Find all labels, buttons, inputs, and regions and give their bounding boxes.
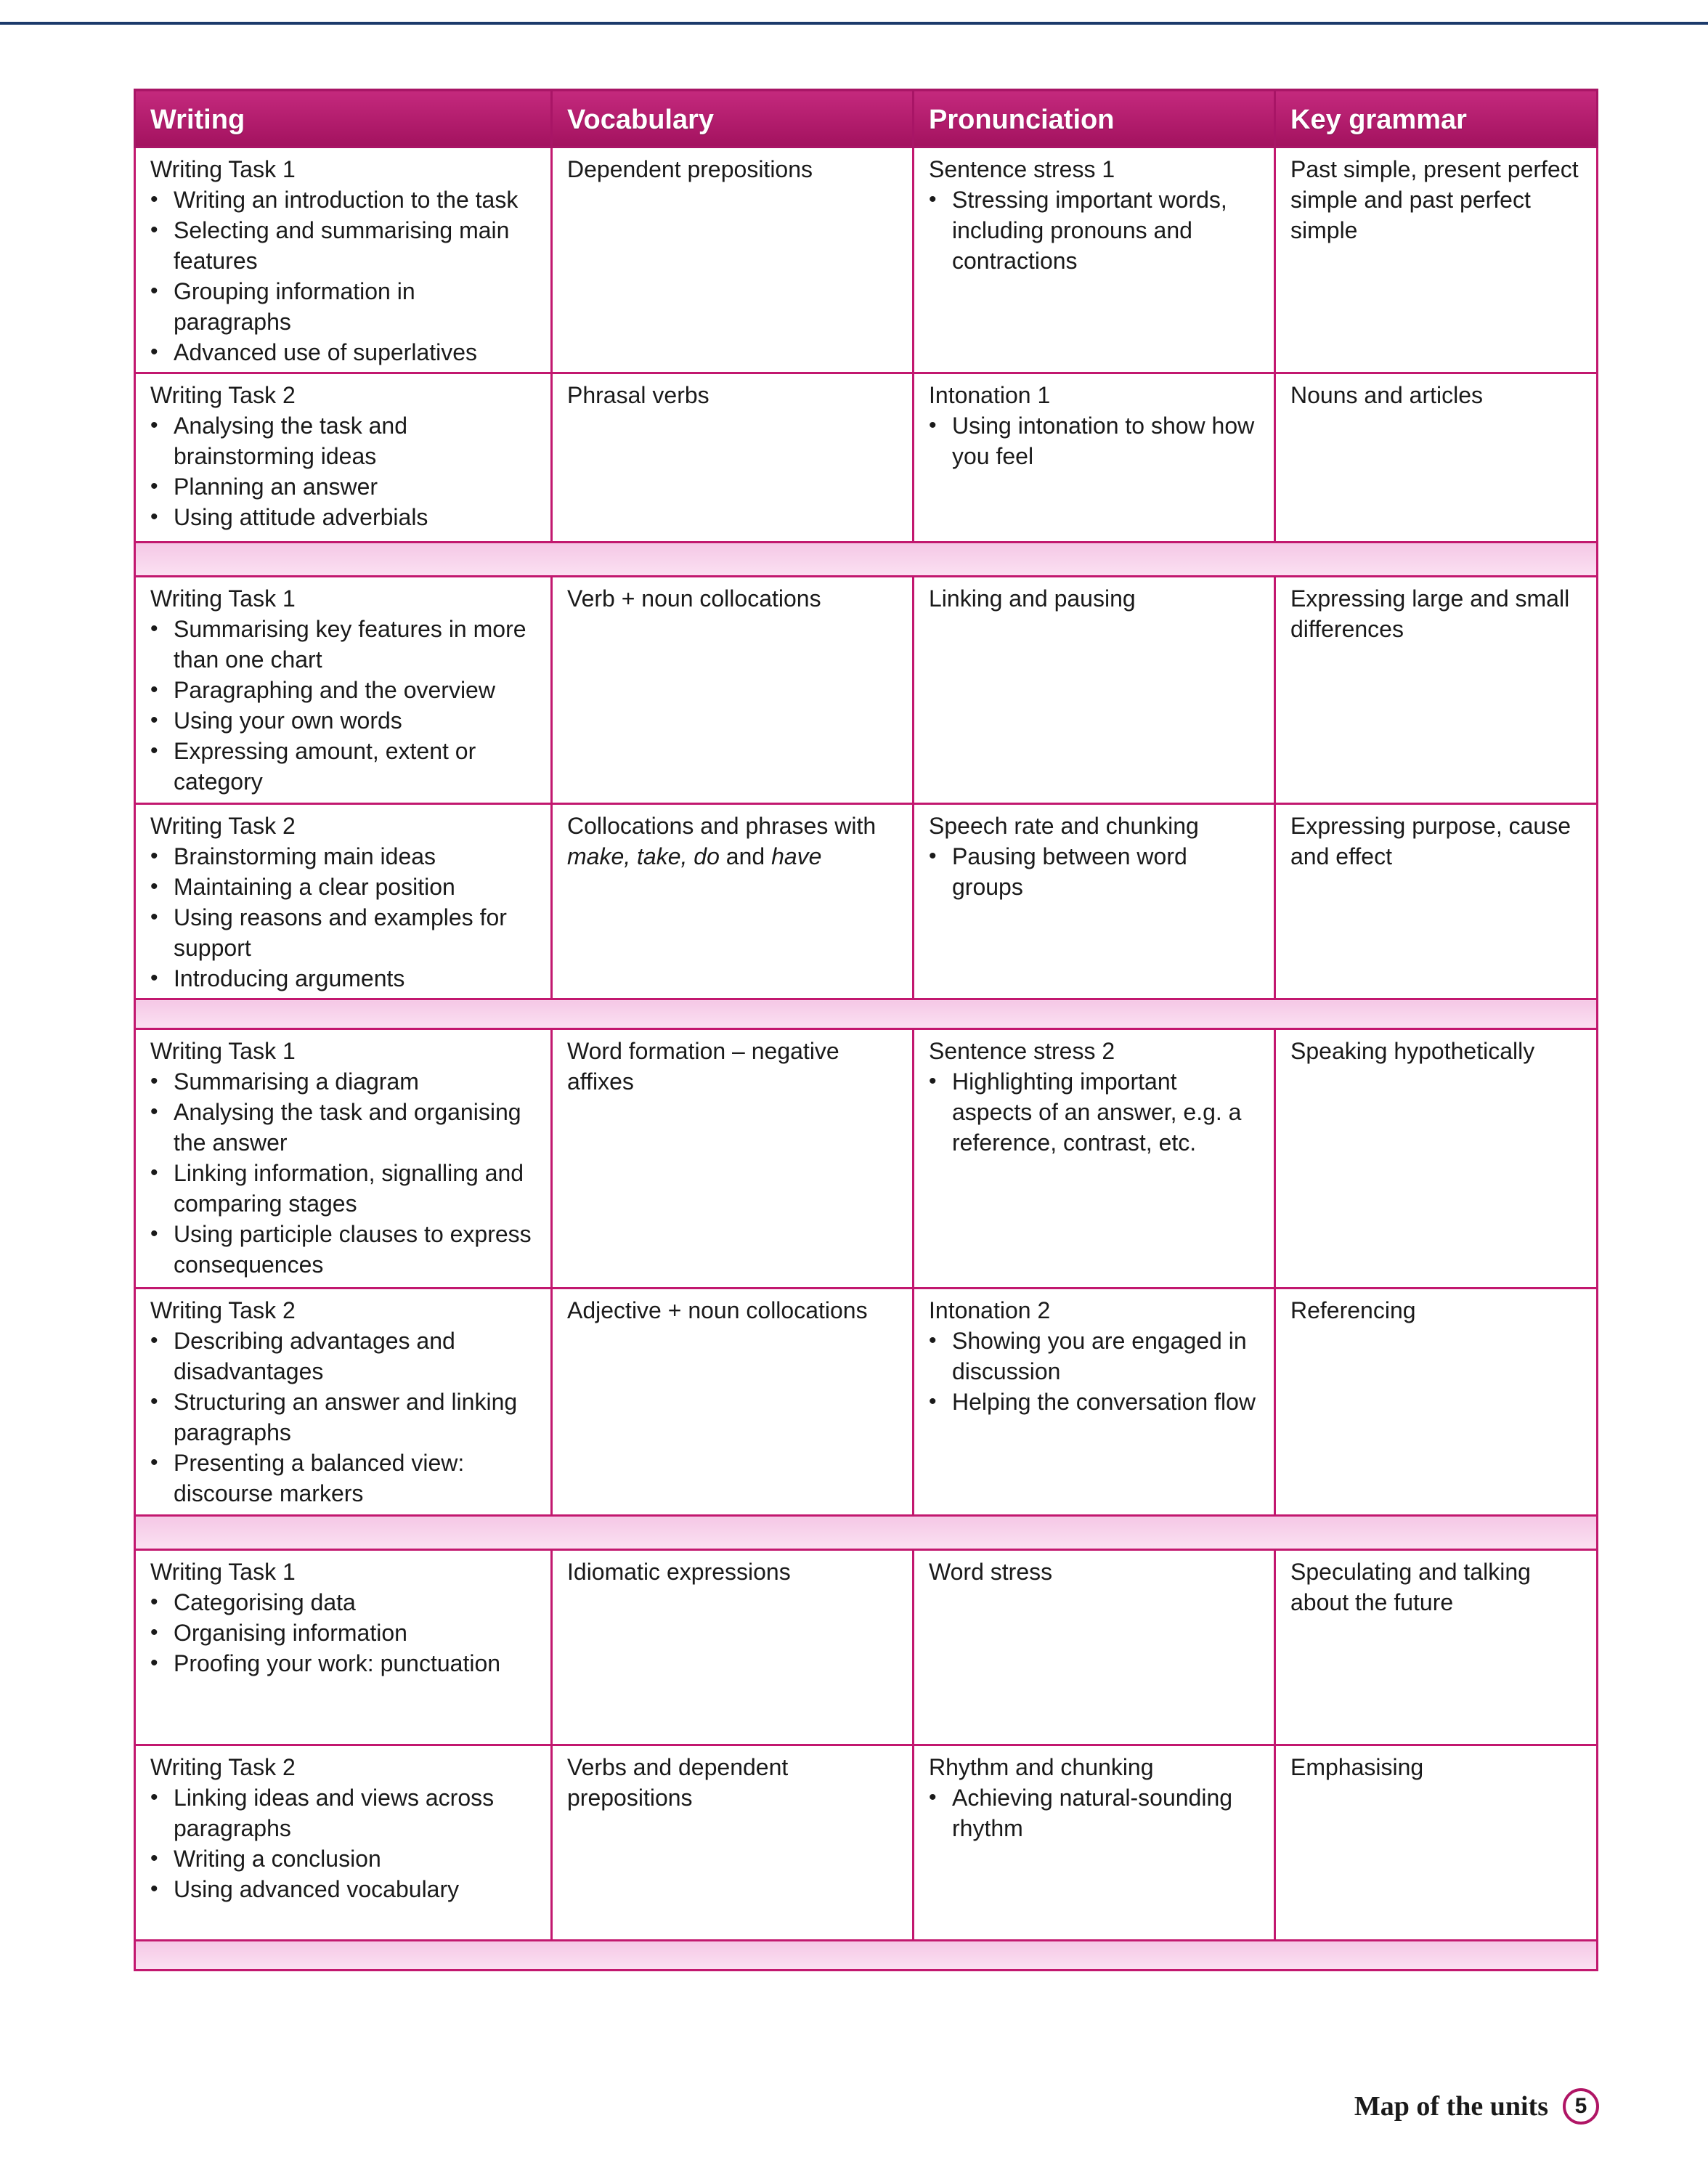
list-item: • Planning an answer [150, 471, 537, 502]
grammar-cell [1275, 373, 1598, 543]
header-writing: Writing [135, 90, 552, 147]
unit-divider [135, 1516, 1598, 1550]
writing-task-title: Writing Task 1 [150, 1038, 296, 1064]
table-row [135, 577, 1598, 804]
pronunciation-title: Rhythm and chunking [929, 1754, 1154, 1780]
pronunciation-cell [914, 1550, 1275, 1745]
list-item: • Summarising a diagram [150, 1066, 537, 1097]
list-item: • Summarising key features in more than one chart [150, 614, 537, 675]
list-item: • Selecting and summarising main features [150, 215, 537, 276]
grammar-text: Speaking hypothetically [1290, 1038, 1535, 1064]
list-item: • Expressing amount, extent or category [150, 736, 537, 797]
list-item: • Analysing the task and organising the answer [150, 1097, 537, 1158]
pronunciation-bullet-list [929, 1782, 1261, 1843]
writing-cell [135, 147, 552, 373]
writing-task-title: Writing Task 2 [150, 1754, 296, 1780]
header-key-grammar: Key grammar [1275, 90, 1598, 147]
writing-task-title: Writing Task 1 [150, 1559, 296, 1585]
list-item: • Writing an introduction to the task [150, 184, 537, 215]
table-row [135, 1289, 1598, 1516]
writing-bullet-list [150, 1066, 537, 1280]
vocabulary-text: Idiomatic expressions [567, 1559, 791, 1585]
writing-cell [135, 1745, 552, 1941]
list-item: • Showing you are engaged in discussion [929, 1326, 1261, 1387]
table-header-row [135, 90, 1598, 147]
grammar-text: Expressing purpose, cause and effect [1290, 813, 1571, 869]
table-row [135, 373, 1598, 543]
pronunciation-bullet-list [929, 841, 1261, 902]
grammar-cell [1275, 804, 1598, 999]
grammar-text: Nouns and articles [1290, 382, 1484, 408]
pronunciation-title: Intonation 2 [929, 1297, 1051, 1323]
grammar-cell [1275, 147, 1598, 373]
pronunciation-title: Linking and pausing [929, 585, 1136, 612]
vocabulary-cell [552, 1289, 914, 1516]
pronunciation-bullet-list [929, 184, 1261, 276]
pronunciation-cell [914, 373, 1275, 543]
writing-cell [135, 1289, 552, 1516]
list-item: • Proofing your work: punctuation [150, 1648, 537, 1679]
grammar-text: Past simple, present perfect simple and past perfect simple [1290, 156, 1579, 243]
table-row [135, 1745, 1598, 1941]
page-number: 5 [1563, 2088, 1599, 2125]
list-item: • Maintaining a clear position [150, 872, 537, 902]
writing-task-title: Writing Task 2 [150, 1297, 296, 1323]
vocabulary-text: Verb + noun collocations [567, 585, 821, 612]
vocabulary-cell [552, 373, 914, 543]
vocabulary-cell [552, 804, 914, 999]
pronunciation-cell [914, 577, 1275, 804]
pronunciation-title: Intonation 1 [929, 382, 1051, 408]
table-row [135, 1550, 1598, 1745]
writing-bullet-list [150, 614, 537, 797]
header-pronunciation: Pronunciation [914, 90, 1275, 147]
list-item: • Analysing the task and brainstorming ideas [150, 410, 537, 471]
top-rule [0, 22, 1708, 25]
list-item: • Brainstorming main ideas [150, 841, 537, 872]
list-item: • Achieving natural-sounding rhythm [929, 1782, 1261, 1843]
grammar-text: Speculating and talking about the future [1290, 1559, 1531, 1615]
pronunciation-title: Word stress [929, 1559, 1053, 1585]
writing-bullet-list [150, 184, 537, 368]
list-item: • Describing advantages and disadvantages [150, 1326, 537, 1387]
header-vocabulary: Vocabulary [552, 90, 914, 147]
vocabulary-cell [552, 1029, 914, 1289]
vocabulary-text: Phrasal verbs [567, 382, 709, 408]
list-item: • Linking ideas and views across paragraphs [150, 1782, 537, 1843]
footer-label: Map of the units [1354, 2091, 1548, 2122]
pronunciation-cell [914, 147, 1275, 373]
writing-cell [135, 804, 552, 999]
writing-bullet-list [150, 1782, 537, 1904]
vocabulary-text: Collocations and phrases with [567, 813, 877, 839]
pronunciation-cell [914, 1029, 1275, 1289]
writing-cell [135, 577, 552, 804]
unit-divider [135, 999, 1598, 1029]
writing-bullet-list [150, 1587, 537, 1679]
pronunciation-cell [914, 1289, 1275, 1516]
list-item: • Using your own words [150, 705, 537, 736]
grammar-text: Referencing [1290, 1297, 1416, 1323]
writing-task-title: Writing Task 2 [150, 382, 296, 408]
table-row [135, 804, 1598, 999]
list-item: • Linking information, signalling and comparing stages [150, 1158, 537, 1219]
writing-cell [135, 1029, 552, 1289]
writing-cell [135, 1550, 552, 1745]
writing-task-title: Writing Task 2 [150, 813, 296, 839]
list-item: • Using advanced vocabulary [150, 1874, 537, 1904]
list-item: • Using reasons and examples for support [150, 902, 537, 963]
unit-divider [135, 1941, 1598, 1971]
list-item: • Using intonation to show how you feel [929, 410, 1261, 471]
list-item: • Structuring an answer and linking paragraphs [150, 1387, 537, 1448]
list-item: • Grouping information in paragraphs [150, 276, 537, 337]
vocabulary-conjunction: and [719, 843, 772, 869]
pronunciation-title: Speech rate and chunking [929, 813, 1199, 839]
list-item: • Using participle clauses to express consequences [150, 1219, 537, 1280]
pronunciation-bullet-list [929, 410, 1261, 471]
writing-task-title: Writing Task 1 [150, 156, 296, 182]
writing-cell [135, 373, 552, 543]
vocabulary-cell [552, 577, 914, 804]
list-item: • Helping the conversation flow [929, 1387, 1261, 1417]
vocabulary-text: Dependent prepositions [567, 156, 813, 182]
writing-bullet-list [150, 410, 537, 532]
list-item: • Presenting a balanced view: discourse markers [150, 1448, 537, 1509]
pronunciation-title: Sentence stress 1 [929, 156, 1115, 182]
list-item: • Pausing between word groups [929, 841, 1261, 902]
grammar-cell [1275, 1550, 1598, 1745]
list-item: • Introducing arguments [150, 963, 537, 994]
list-item: • Organising information [150, 1618, 537, 1648]
vocabulary-verb-list [567, 843, 821, 869]
vocabulary-cell [552, 147, 914, 373]
vocabulary-cell [552, 1550, 914, 1745]
pronunciation-title: Sentence stress 2 [929, 1038, 1115, 1064]
list-item: • Categorising data [150, 1587, 537, 1618]
list-item: • Stressing important words, including pronouns and contractions [929, 184, 1261, 276]
vocabulary-text: Verbs and dependent prepositions [567, 1754, 789, 1811]
list-item: • Highlighting important aspects of an answer, e.g. a reference, contrast, etc. [929, 1066, 1261, 1158]
pronunciation-bullet-list [929, 1066, 1261, 1158]
list-item: • Advanced use of superlatives [150, 337, 537, 368]
pronunciation-bullet-list [929, 1326, 1261, 1417]
vocabulary-text: Adjective + noun collocations [567, 1297, 868, 1323]
grammar-cell [1275, 577, 1598, 804]
pronunciation-cell [914, 804, 1275, 999]
writing-bullet-list [150, 1326, 537, 1509]
list-item: • Using attitude adverbials [150, 502, 537, 532]
vocabulary-text: Word formation – negative affixes [567, 1038, 839, 1095]
vocabulary-italic-verbs: make, take, do [567, 843, 720, 869]
list-item: • Paragraphing and the overview [150, 675, 537, 705]
vocabulary-cell [552, 1745, 914, 1941]
vocabulary-italic-verb-have: have [771, 843, 822, 869]
writing-bullet-list [150, 841, 537, 994]
writing-task-title: Writing Task 1 [150, 585, 296, 612]
grammar-cell [1275, 1029, 1598, 1289]
pronunciation-cell [914, 1745, 1275, 1941]
unit-divider [135, 543, 1598, 577]
grammar-cell [1275, 1289, 1598, 1516]
table-row [135, 147, 1598, 373]
table-row [135, 1029, 1598, 1289]
grammar-cell [1275, 1745, 1598, 1941]
grammar-text: Expressing large and small differences [1290, 585, 1570, 642]
grammar-text: Emphasising [1290, 1754, 1424, 1780]
page-footer [1354, 2088, 1599, 2125]
units-map-table [134, 89, 1598, 1971]
list-item: • Writing a conclusion [150, 1843, 537, 1874]
